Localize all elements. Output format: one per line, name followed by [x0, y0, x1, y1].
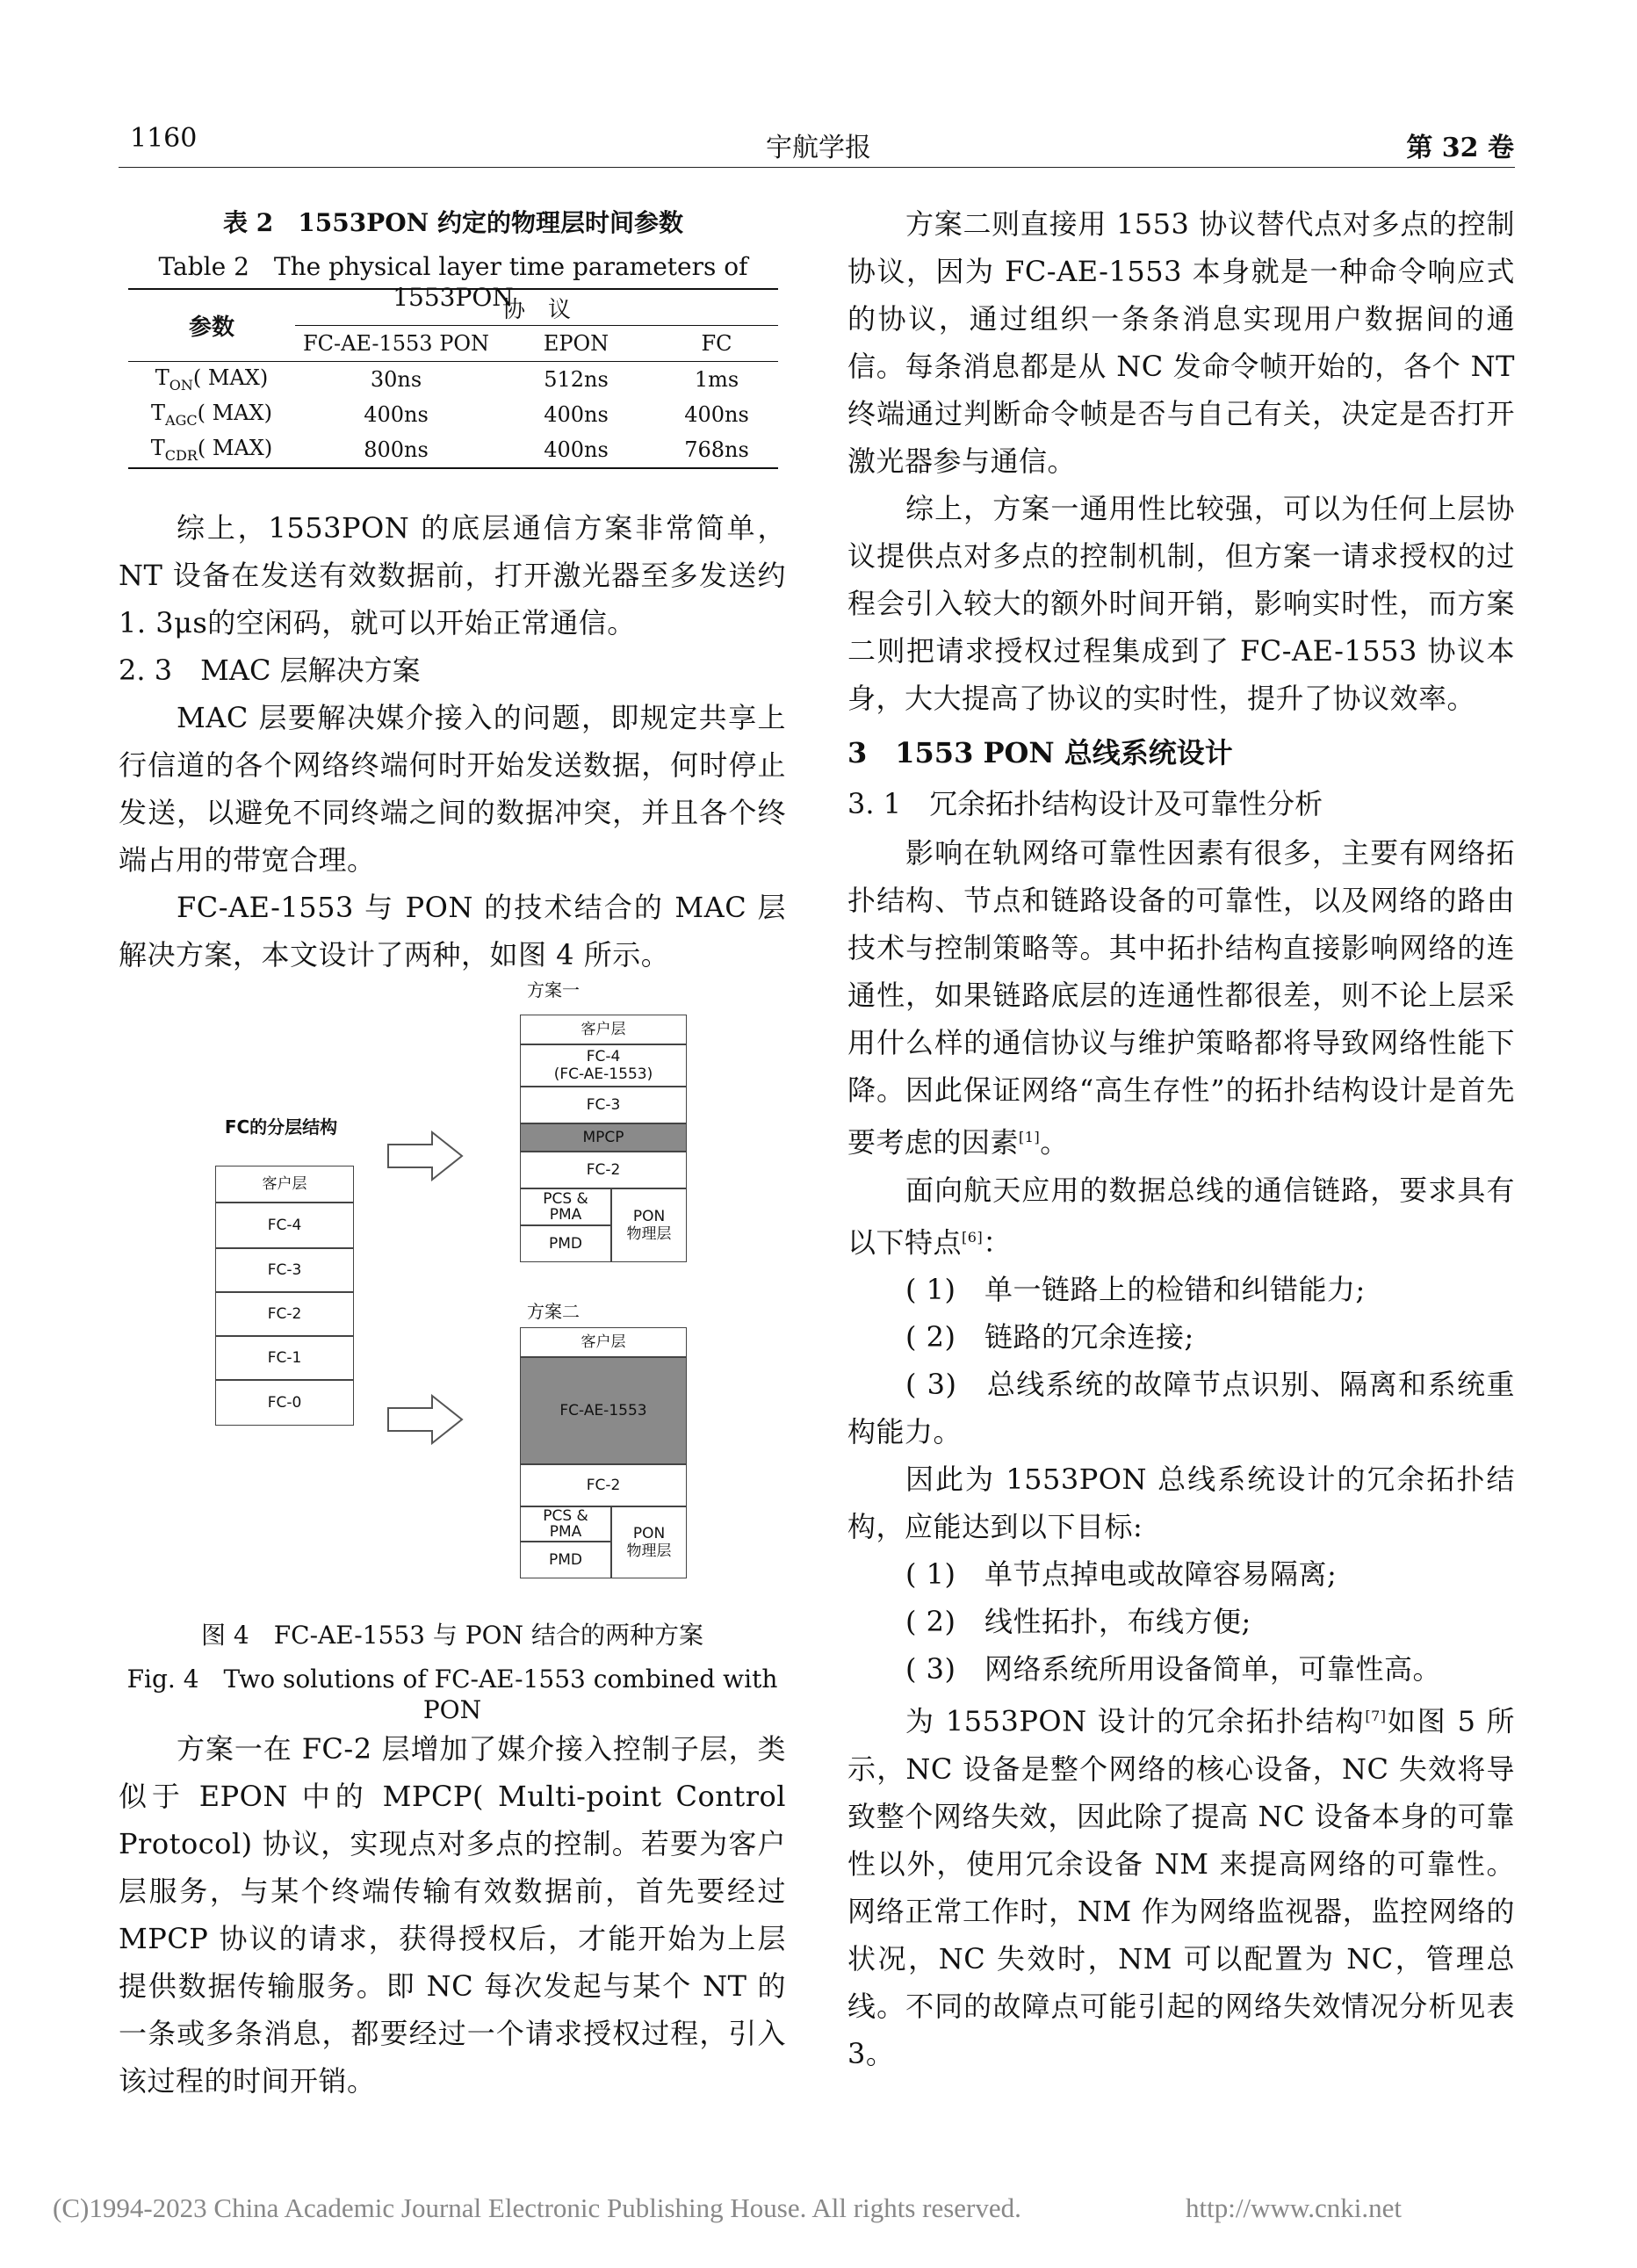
- list-item: ( 2) 链路的冗余连接;: [905, 1320, 1194, 1354]
- scheme1-layer: FC-2: [520, 1152, 687, 1188]
- param-symbol: T: [151, 401, 166, 426]
- requirements-list: [847, 1266, 1515, 1455]
- footer-url: http://www.cnki.net: [1186, 2192, 1402, 2223]
- scheme1-mpcp-layer: MPCP: [520, 1123, 687, 1152]
- paragraph-text: 影响在轨网络可靠性因素有很多，主要有网络拓扑结构、节点和链路设备的可靠性，以及网络的路由技术与控制策略等。其中拓扑结构直接影响网络的连通性，如果链路底层的连通性都很差，则不论上层采用什么样的通信协议与维护策略都将导致网络性能下降。因此保证网络“高生存性”的拓扑结构设计是首先要考虑的因素: [847, 836, 1515, 1159]
- table2: [128, 288, 778, 469]
- citation: [7]: [1365, 1708, 1387, 1725]
- fc-layer: FC-4: [215, 1203, 354, 1248]
- scheme1-pmd: PMD: [520, 1225, 611, 1262]
- header-rule: [119, 167, 1515, 168]
- paragraph-text: 。: [1040, 1125, 1069, 1159]
- paragraph: 综上，1553PON 的底层通信方案非常简单，NT 设备在发送有效数据前，打开激光器至多发送约 1. 3μs的空闲码，就可以开始正常通信。: [119, 511, 786, 639]
- volume-label: 第 32 卷: [1406, 133, 1514, 163]
- scheme2-layer: FC-2: [520, 1464, 687, 1506]
- paragraph: [847, 1693, 1515, 2077]
- left-column-lower: [119, 1725, 786, 2105]
- param-suffix: ( MAX): [197, 401, 272, 426]
- table2-col-header: EPON: [543, 331, 609, 356]
- scheme1-pcs-pma: PCS & PMA: [520, 1188, 611, 1225]
- paragraph: [847, 829, 1515, 1167]
- journal-name: 宇航学报: [766, 133, 871, 163]
- citation: [6]: [962, 1228, 984, 1246]
- table-cell: 30ns: [370, 367, 422, 392]
- table2-protocol-header: 协 议: [295, 289, 778, 326]
- arrow-right-icon: [386, 1130, 465, 1181]
- list-item: ( 1) 单节点掉电或故障容易隔离;: [905, 1557, 1338, 1592]
- fc-layer: FC-0: [215, 1380, 354, 1426]
- scheme1-layer: FC-4 (FC-AE-1553): [520, 1044, 687, 1087]
- right-column: [847, 200, 1515, 2077]
- fc-layer: FC-3: [215, 1248, 354, 1292]
- figure-4: [211, 979, 703, 1594]
- param-subscript: CDR: [164, 446, 198, 464]
- fc-layer: FC-1: [215, 1336, 354, 1380]
- page-number: 1160: [130, 123, 198, 154]
- list-item: ( 2) 线性拓扑，布线方便;: [905, 1605, 1251, 1639]
- table2-title-cn: 表 2 1553PON 约定的物理层时间参数: [223, 208, 683, 237]
- table-cell: 1ms: [694, 367, 739, 392]
- paragraph: [847, 1167, 1515, 1267]
- table-cell: 400ns: [544, 437, 609, 462]
- figure4-caption-en: Fig. 4 Two solutions of FC-AE-1553 combined with PON: [126, 1665, 778, 1724]
- section-heading-3: 3 1553 PON 总线系统设计: [847, 736, 1233, 769]
- list-item: ( 1) 单一链路上的检错和纠错能力;: [905, 1273, 1366, 1307]
- param-suffix: ( MAX): [192, 365, 269, 391]
- scheme1-layer: 客户层: [520, 1015, 687, 1044]
- table-cell: 512ns: [544, 367, 609, 392]
- arrow-right-icon: [386, 1394, 465, 1445]
- table-row: [128, 432, 778, 468]
- list-item: ( 3) 网络系统所用设备简单，可靠性高。: [905, 1652, 1442, 1687]
- paragraph: FC-AE-1553 与 PON 的技术结合的 MAC 层解决方案，本文设计了两种，如图 4 所示。: [119, 891, 786, 971]
- table-cell: 400ns: [544, 402, 609, 427]
- scheme1-pon-phy: PON 物理层: [611, 1188, 687, 1262]
- paragraph-text: ：: [983, 1225, 1012, 1260]
- table-cell: 800ns: [364, 437, 429, 462]
- scheme1-layer: FC-3: [520, 1087, 687, 1123]
- scheme1-title: 方案一: [527, 979, 580, 1000]
- goals-list: [847, 1550, 1515, 1693]
- figure4-caption-cn: 图 4 FC-AE-1553 与 PON 结合的两种方案: [201, 1621, 703, 1650]
- param-suffix: ( MAX): [197, 436, 273, 461]
- table2-title-en: Table 2 The physical layer time parameters of 1553PON: [158, 252, 748, 312]
- param-subscript: ON: [169, 376, 193, 394]
- param-symbol: T: [155, 365, 169, 391]
- footer-copyright: (C)1994-2023 China Academic Journal Electronic Publishing House. All rights reserved.: [53, 2192, 1021, 2223]
- param-symbol: T: [150, 436, 165, 461]
- section-heading-3-1: 3. 1 冗余拓扑结构设计及可靠性分析: [847, 787, 1323, 820]
- table2-col-header: FC-AE-1553 PON: [302, 331, 490, 356]
- paragraph: 方案一在 FC-2 层增加了媒介接入控制子层，类似于 EPON 中的 MPCP( Multi-point Control Protocol) 协议，实现点对多点的控制。若要为客户层服务，与某个终端传输有效数据前，首先要经过 MPCP 协议的请求，获得授权后，才能开始为上层提供数据传输服务。即 NC 每次发起与某个 NT 的一条或多条消息，都要经过一个请求授权过程，引入该过程的时间开销。: [119, 1732, 786, 2098]
- table-cell: 400ns: [364, 402, 429, 427]
- fc-layer: FC-2: [215, 1292, 354, 1336]
- scheme2-pon-phy: PON 物理层: [611, 1506, 687, 1578]
- table2-col-header: FC: [701, 331, 732, 356]
- table2-param-header: 参数: [188, 314, 234, 341]
- paragraph: 综上，方案一通用性比较强，可以为任何上层协议提供点对多点的控制机制，但方案一请求授权的过程会引入较大的额外时间开销，影响实时性，而方案二则把请求授权过程集成到了 FC-AE-1553 协议本身，大大提高了协议的实时性，提升了协议效率。: [847, 492, 1515, 715]
- list-item: ( 3) 总线系统的故障节点识别、隔离和系统重构能力。: [847, 1368, 1515, 1449]
- param-subscript: AGC: [165, 411, 198, 429]
- scheme2-pmd: PMD: [520, 1542, 611, 1578]
- paragraph-text: 面向航天应用的数据总线的通信链路，要求具有以下特点: [847, 1173, 1515, 1260]
- scheme2-fc-ae-1553-layer: FC-AE-1553: [520, 1357, 687, 1464]
- paragraph: MAC 层要解决媒介接入的问题，即规定共享上行信道的各个网络终端何时开始发送数据，何时停止发送，以避免不同终端之间的数据冲突，并且各个终端占用的带宽合理。: [119, 701, 786, 877]
- scheme2-layer: 客户层: [520, 1327, 687, 1357]
- citation: [1]: [1019, 1129, 1041, 1145]
- paragraph-text: 如图 5 所示，NC 设备是整个网络的核心设备，NC 失效将导致整个网络失效，因此除了提高 NC 设备本身的可靠性以外，使用冗余设备 NM 来提高网络的可靠性。网络正常工作时，NM 作为网络监视器，监控网络的状况，NC 失效时，NM 可以配置为 NC，管理总线。不同的故障点可能引起的网络失效情况分析见表 3。: [847, 1704, 1515, 2070]
- scheme2-title: 方案二: [527, 1301, 580, 1322]
- left-column-upper: [119, 504, 786, 979]
- table-row: [128, 362, 778, 398]
- fc-layer: 客户层: [215, 1166, 354, 1203]
- section-heading-2-3: 2. 3 MAC 层解决方案: [119, 654, 421, 687]
- table-cell: 768ns: [684, 437, 749, 462]
- scheme2-pcs-pma: PCS & PMA: [520, 1506, 611, 1542]
- table-cell: 400ns: [684, 402, 749, 427]
- paragraph-text: 为 1553PON 设计的冗余拓扑结构: [905, 1704, 1366, 1738]
- paragraph: 因此为 1553PON 总线系统设计的冗余拓扑结构，应能达到以下目标:: [847, 1463, 1515, 1544]
- paragraph: 方案二则直接用 1553 协议替代点对多点的控制协议，因为 FC-AE-1553 本身就是一种命令响应式的协议，通过组织一条条消息实现用户数据间的通信。每条消息都是从 NC 发命令帧开始的，各个 NT 终端通过判断命令帧是否与自己有关，决定是否打开激光器参与通信。: [847, 207, 1515, 478]
- fc-structure-title: FC的分层结构: [224, 1116, 338, 1138]
- table-row: [128, 397, 778, 432]
